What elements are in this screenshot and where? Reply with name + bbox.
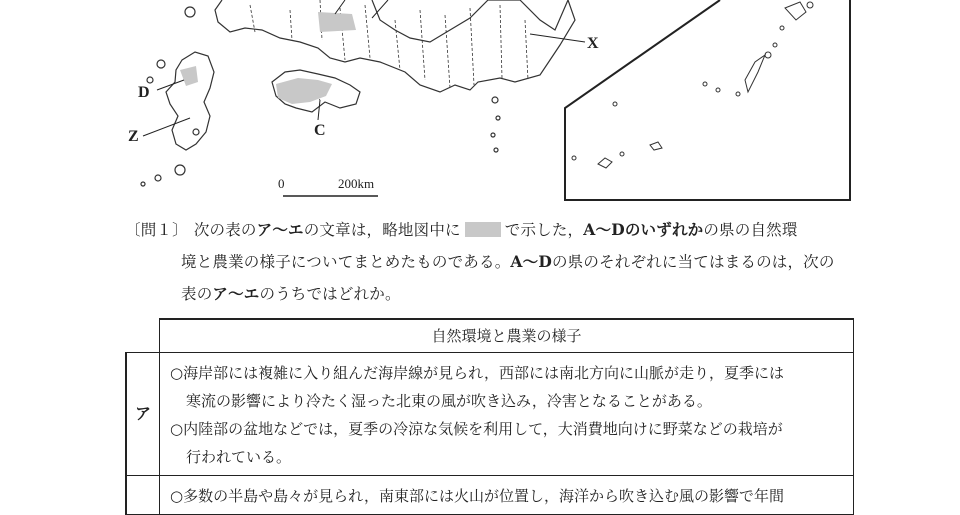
text: のうちではどれか。 xyxy=(259,285,401,303)
row-label: ア xyxy=(126,353,160,476)
table-header: 自然環境と農業の様子 xyxy=(160,319,854,353)
text: 次の表の xyxy=(193,221,257,239)
text: の県の自然環 xyxy=(703,221,798,239)
question-text xyxy=(125,214,865,310)
map-label-d: D xyxy=(138,84,150,101)
highlight-area-d xyxy=(180,66,198,86)
text: 表の xyxy=(181,285,213,303)
text-bold: A～D xyxy=(583,220,625,239)
text: の文章は，略地図中に xyxy=(303,221,461,239)
row-line: 行われている。 xyxy=(186,448,292,466)
text-bold: ア～エ xyxy=(212,284,260,303)
row-content xyxy=(160,353,854,476)
inset-frame xyxy=(565,0,850,200)
table-row xyxy=(126,476,854,515)
answer-table xyxy=(125,318,854,515)
highlight-area-top xyxy=(318,12,356,32)
legend-swatch xyxy=(465,222,501,237)
row-line: ○内陸部の盆地などでは，夏季の冷涼な気候を利用して，大消費地向けに野菜などの栽培が xyxy=(170,420,783,438)
text-bold: ア～エ xyxy=(256,220,304,239)
row-label xyxy=(126,476,160,515)
text: の県のそれぞれに当てはまるのは，次の xyxy=(551,253,835,271)
map-label-c: C xyxy=(314,122,326,139)
scale-label-zero: 0 xyxy=(278,176,285,191)
japan-sketch-map xyxy=(0,0,960,210)
question-line-1 xyxy=(125,214,865,246)
question-line-3 xyxy=(125,278,865,310)
text: で示した， xyxy=(504,221,584,239)
table-row xyxy=(126,353,854,476)
question-number: 〔問１〕 xyxy=(125,221,188,239)
highlight-area-c xyxy=(276,78,332,104)
text-bold: A～D xyxy=(510,252,552,271)
map-label-z: Z xyxy=(128,128,139,145)
scale-label-end: 200km xyxy=(338,176,375,191)
map-label-x: X xyxy=(587,35,599,52)
honshu-outline xyxy=(215,0,575,92)
question-line-2 xyxy=(125,246,865,278)
row-content xyxy=(160,476,854,515)
table-header-row xyxy=(126,319,854,353)
row-line: ○海岸部には複雑に入り組んだ海岸線が見られ，西部には南北方向に山脈が走り，夏季には xyxy=(170,364,784,382)
text-bold: のいずれか xyxy=(624,220,704,239)
row-line: 寒流の影響により冷たく湿った北東の風が吹き込み，冷害となることがある。 xyxy=(186,392,712,410)
kyushu-outline xyxy=(166,52,214,150)
text: 境と農業の様子についてまとめたものである。 xyxy=(181,253,511,271)
row-line: ○多数の半島や島々が見られ，南東部には火山が位置し，海洋から吹き込む風の影響で年間 xyxy=(170,487,784,505)
table-corner xyxy=(126,319,160,353)
